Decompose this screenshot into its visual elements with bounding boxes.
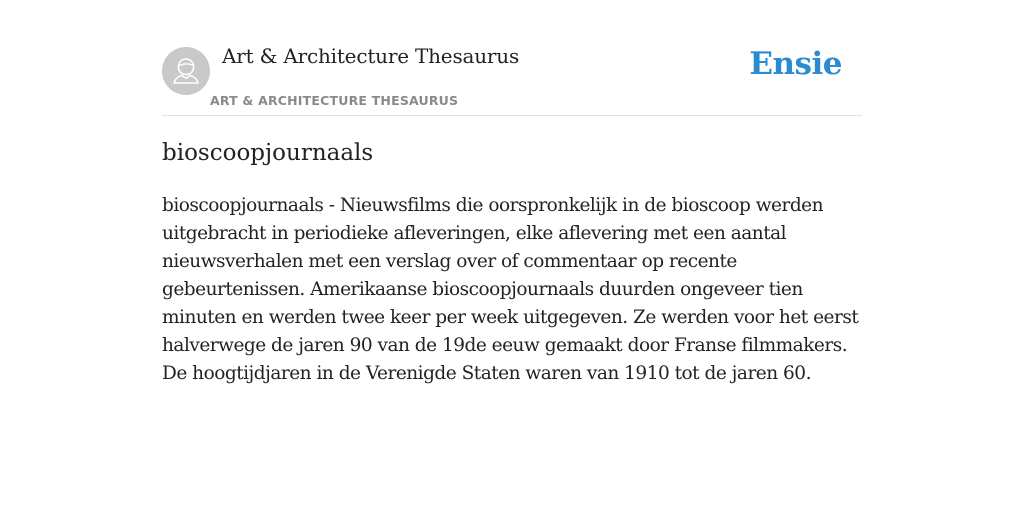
- card-header: [162, 0, 862, 116]
- entry-title: bioscoopjournaals: [162, 140, 374, 166]
- author-category[interactable]: ART & ARCHITECTURE THESAURUS: [210, 93, 459, 108]
- entry-card: [162, 0, 862, 384]
- entry-definition: bioscoopjournaals - Nieuwsfilms die oorspronkelijk in de bioscoop werden uitgebracht in periodieke afleveringen, elke aflevering met een aantal nieuwsverhalen met een verslag over of commentaar op recente gebeurtenissen. Amerikaanse bioscoopjournaals duurden ongeveer tien minuten en werden twee keer per week uitgegeven. Ze werden voor het eerst halverwege de jaren 90 van de 19de eeuw gemaakt door Franse filmmakers. De hoogtijdjaren in de Verenigde Staten waren van 1910 tot de jaren 60.: [162, 195, 859, 384]
- user-silhouette-icon: [162, 47, 210, 95]
- author-name[interactable]: Art & Architecture Thesaurus: [222, 44, 520, 68]
- avatar[interactable]: [162, 47, 210, 95]
- ensie-logo[interactable]: Ensie: [749, 46, 842, 82]
